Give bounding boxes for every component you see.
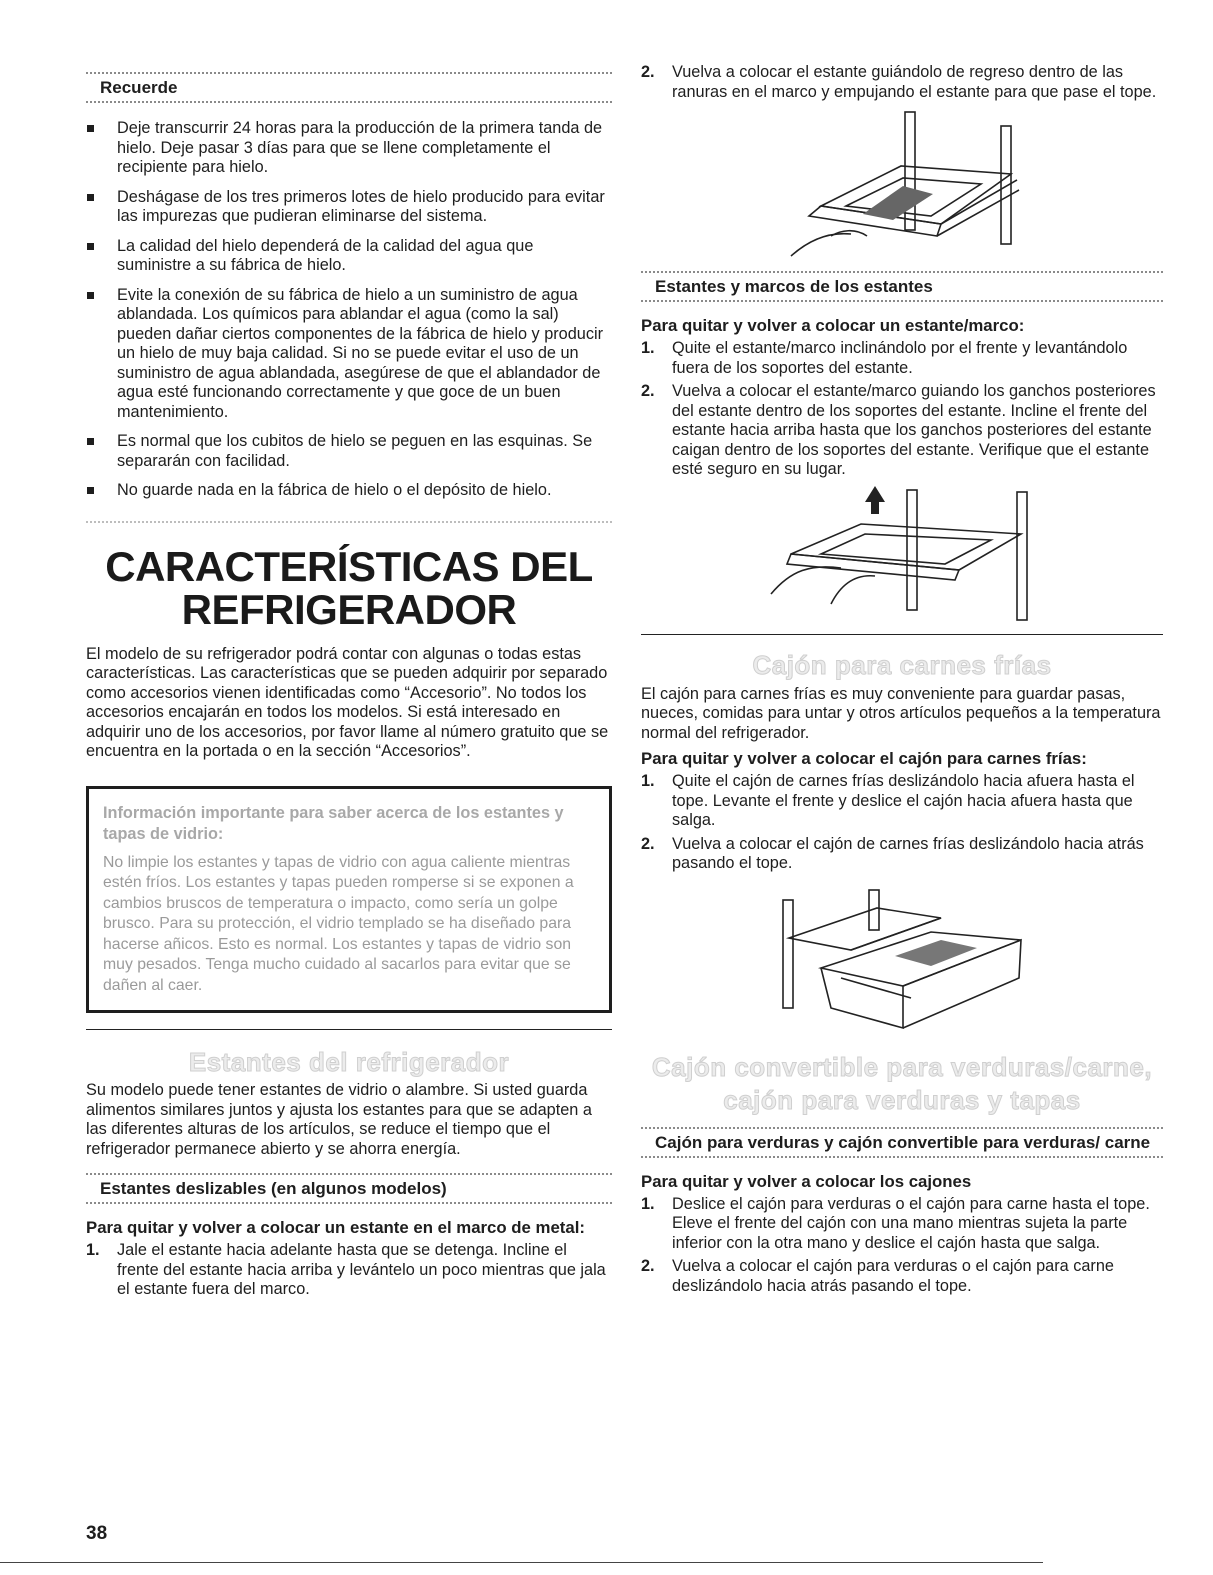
meat-drawer-proc-title: Para quitar y volver a colocar el cajón para carnes frías: — [641, 749, 1087, 768]
step-number: 2. — [641, 63, 655, 81]
step-number: 2. — [641, 382, 655, 400]
frames-steps — [641, 339, 1163, 480]
arrow-up-icon — [865, 486, 885, 514]
crisper-steps — [641, 1195, 1163, 1297]
meat-drawer-heading: Cajón para carnes frías — [752, 649, 1052, 680]
glass-warning-box — [86, 786, 612, 1014]
shelf-frame-illustration — [641, 484, 1163, 624]
remember-item: Evite la conexión de su fábrica de hielo a un suministro de agua ablandada. Los químicos para ablandar el agua (como la sal) pueden dañar ciertos componentes de la fábrica de hielo y producir un hielo de muy baja calidad. Si no se puede evitar el uso de un suministro de agua ablandada, asegúrese de que el ablandador de agua esté funcionando correctamente y que goce de un buen mantenimiento. — [86, 286, 612, 423]
frames-proc-title: Para quitar y volver a colocar un estante/marco: — [641, 316, 1025, 335]
remember-title: Recuerde — [100, 78, 178, 97]
sliding-proc-title: Para quitar y volver a colocar un estante en el marco de metal: — [86, 1218, 585, 1237]
step-text: Vuelva a colocar el estante guiándolo de regreso dentro de las ranuras en el marco y empujando el estante para que pase el tope. — [672, 63, 1157, 101]
frames-title: Estantes y marcos de los estantes — [655, 277, 933, 296]
step-text: Vuelva a colocar el cajón para verduras o el cajón para carne deslizándolo hacia atrás pasando el tope. — [672, 1257, 1114, 1295]
step-number: 1. — [641, 339, 655, 357]
step-number: 1. — [641, 772, 655, 790]
features-title-line1: CARACTERÍSTICAS DEL — [105, 542, 593, 590]
shelves-heading: Estantes del refrigerador — [188, 1047, 510, 1077]
remember-item: Deshágase de los tres primeros lotes de hielo producido para evitar las impurezas que pudieran eliminarse del sistema. — [86, 188, 612, 227]
step-item — [86, 1241, 612, 1300]
step-text: Quite el cajón de carnes frías deslizándolo hacia afuera hasta el tope. Levante el frente y deslice el cajón hacia afuera hasta que salga. — [672, 772, 1135, 829]
step-text: Vuelva a colocar el estante/marco guiando los ganchos posteriores del estante dentro de los soportes del estante. Incline el frente del estante hacia arriba hasta que los ganchos posteriores del estante caigan dentro de los soportes del estante. Verifique que el estante esté seguro en su lugar. — [672, 382, 1156, 478]
step-number: 2. — [641, 1257, 655, 1275]
step-number: 1. — [86, 1241, 100, 1259]
left-column — [86, 0, 612, 1304]
step-item — [641, 63, 1163, 102]
meat-drawer-intro: El cajón para carnes frías es muy conveniente para guardar pasas, nueces, comidas para untar y otros artículos pequeños a la temperatura normal del refrigerador. — [641, 684, 1161, 742]
remember-item: No guarde nada en la fábrica de hielo o el depósito de hielo. — [86, 481, 612, 501]
features-intro: El modelo de su refrigerador podrá contar con algunas o todas estas características. Las características que se pueden adquirir por separado como accesorios vienen identificadas como “Accesorio”. No todos los accesorios encajarán en todos los modelos. Si está interesado en adquirir uno de los accesorios, por favor llame al número gratuito que se encuentra en la portada o en la sección “Accesorios”. — [86, 644, 609, 760]
step-item — [641, 1195, 1163, 1254]
step-text: Vuelva a colocar el cajón de carnes frías deslizándolo hacia atrás pasando el tope. — [672, 834, 1144, 872]
step-text: Quite el estante/marco inclinándolo por el frente y levantándolo fuera de los soportes del estante. — [672, 339, 1128, 377]
sliding-steps-continued — [641, 63, 1163, 102]
remember-item: Es normal que los cubitos de hielo se peguen en las esquinas. Se separarán con facilidad. — [86, 432, 612, 471]
remember-item: La calidad del hielo dependerá de la calidad del agua que suministre a su fábrica de hielo. — [86, 237, 612, 276]
remember-item: Deje transcurrir 24 horas para la producción de la primera tanda de hielo. Deje pasar 3 días para que se llene completamente el recipiente para hielo. — [86, 119, 612, 178]
meat-drawer-illustration — [641, 878, 1163, 1043]
step-text: Deslice el cajón para verduras o el cajón para carne hasta el tope. Eleve el frente del cajón con una mano mientras sujeta la parte inferior con la otra mano y deslice el cajón hasta que salga. — [672, 1194, 1150, 1252]
footer-rule — [0, 1562, 1043, 1563]
step-number: 1. — [641, 1194, 655, 1213]
step-item — [641, 339, 1163, 378]
crisper-heading — [641, 1051, 1163, 1117]
crisper-title: Cajón para verduras y cajón convertible para verduras/ carne — [655, 1132, 1151, 1152]
shelves-intro: Su modelo puede tener estantes de vidrio o alambre. Si usted guarda alimentos similares juntos y ajusta los estantes para que se adapten a las diferentes alturas de los artículos, se reduce el tiempo que el refrigerador permanece abierto y se ahorra energía. — [86, 1081, 592, 1158]
step-item — [641, 835, 1163, 874]
meat-drawer-steps — [641, 772, 1163, 874]
remember-list — [86, 119, 612, 501]
right-column — [641, 0, 1163, 1300]
step-text: Jale el estante hacia adelante hasta que se detenga. Incline el frente del estante hacia arriba y levántelo un poco mientras que jala el estante fuera del marco. — [117, 1241, 606, 1298]
crisper-proc-title: Para quitar y volver a colocar los cajones — [641, 1171, 972, 1191]
sliding-steps — [86, 1241, 612, 1300]
step-number: 2. — [641, 834, 655, 853]
glass-warning-title: Información importante para saber acerca de los estantes y tapas de vidrio: — [103, 803, 564, 843]
step-item — [641, 382, 1163, 480]
sliding-shelves-title: Estantes deslizables (en algunos modelos) — [100, 1179, 447, 1198]
page-number: 38 — [86, 1523, 108, 1544]
step-item — [641, 1257, 1163, 1296]
features-title — [86, 542, 612, 633]
features-title-line2: REFRIGERADOR — [181, 585, 517, 633]
crisper-heading-line1: Cajón convertible para verduras/carne, — [651, 1051, 1153, 1082]
sliding-shelf-illustration — [641, 106, 1163, 271]
step-item — [641, 772, 1163, 831]
crisper-heading-line2: cajón para verduras y tapas — [723, 1084, 1081, 1115]
glass-warning-text: No limpie los estantes y tapas de vidrio con agua caliente mientras estén fríos. Los estantes y tapas pueden romperse si se exponen a cambios bruscos de temperatura o impacto, como sería un golpe brusco. Para su protección, el vidrio templado se ha diseñado para hacerse añicos. Esto es normal. Los estantes y tapas de vidrio son muy pesados. Tenga mucho cuidado al sacarlos para evitar que se dañen al caer. — [103, 853, 574, 994]
